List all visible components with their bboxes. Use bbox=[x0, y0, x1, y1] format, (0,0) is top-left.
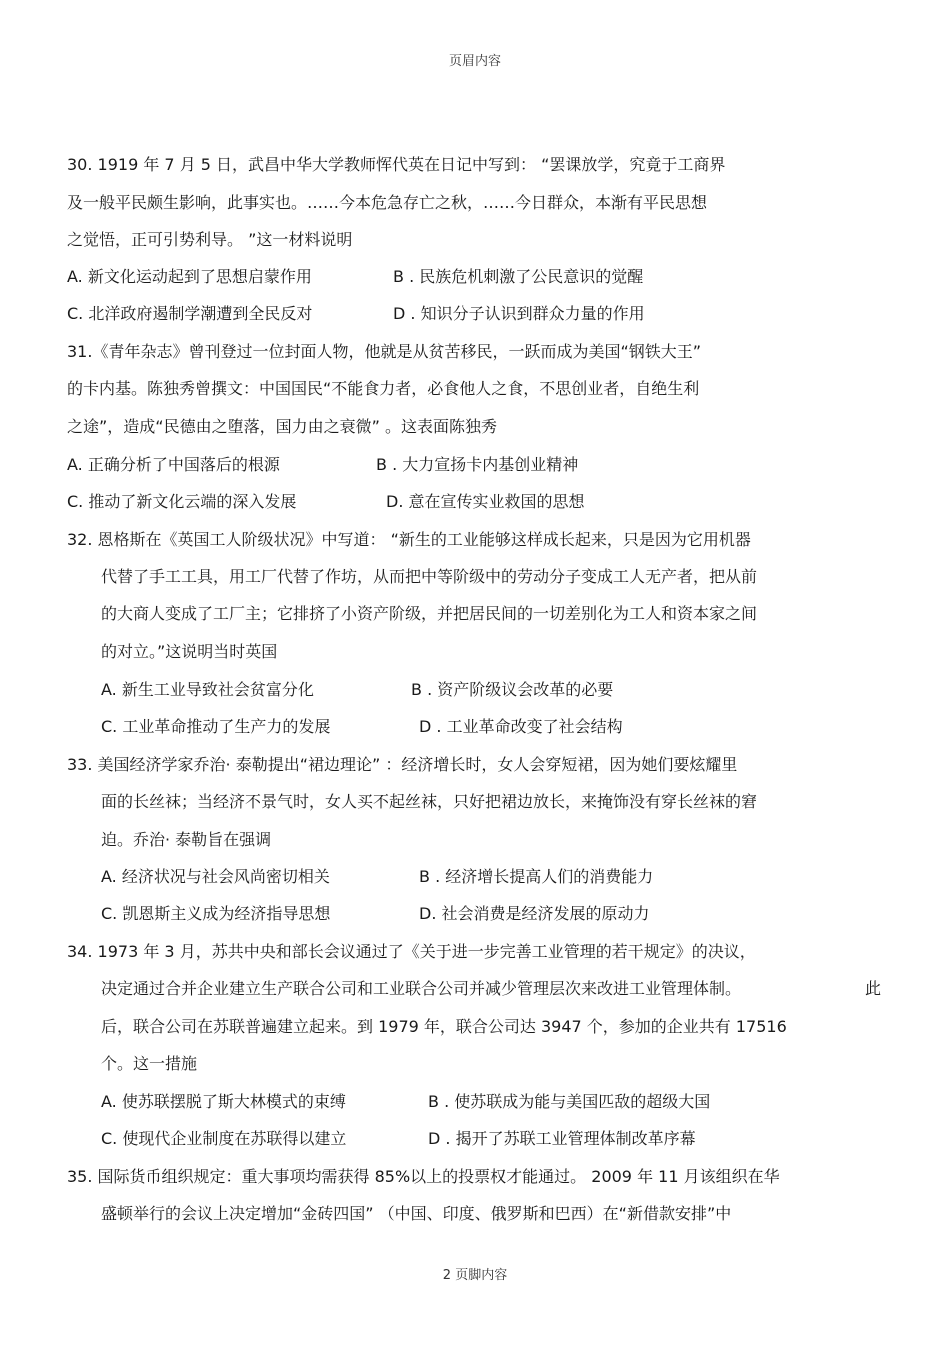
question-31-option-a: A. 正确分析了中国落后的根源 bbox=[67, 455, 280, 474]
question-31-option-c: C. 推动了新文化云端的深入发展 bbox=[67, 492, 297, 511]
question-34-line-2: 决定通过合并企业建立生产联合公司和工业联合公司并减少管理层次来改进工业管理体制。 bbox=[101, 979, 742, 998]
question-30-line-2: 及一般平民颇生影响，此事实也。……今本危急存亡之秋，……今日群众，本渐有平民思想 bbox=[67, 193, 708, 212]
question-31-line-2: 的卡内基。陈独秀曾撰文：中国国民“不能食力者，必食他人之食，不思创业者，自绝生利 bbox=[67, 379, 700, 398]
question-30-line-1: 30. 1919 年 7 月 5 日，武昌中华大学教师恽代英在日记中写到： “罢课放学，究竟于工商界 bbox=[67, 155, 726, 174]
question-31-option-d: D. 意在宣传实业救国的思想 bbox=[386, 492, 585, 511]
question-34-option-b: B . 使苏联成为能与美国匹敌的超级大国 bbox=[428, 1092, 711, 1111]
question-31-option-b: B . 大力宣扬卡内基创业精神 bbox=[376, 455, 579, 474]
question-34-line-4: 个。这一措施 bbox=[101, 1054, 198, 1073]
question-30-line-3: 之觉悟，正可引势利导。 ”这一材料说明 bbox=[67, 230, 353, 249]
question-33-option-b: B . 经济增长提高人们的消费能力 bbox=[419, 867, 654, 886]
question-34-line-3: 后，联合公司在苏联普遍建立起来。到 1979 年，联合公司达 3947 个，参加的企业共有 17516 bbox=[101, 1017, 787, 1036]
question-34-line-1: 34. 1973 年 3 月，苏共中央和部长会议通过了《关于进一步完善工业管理的若干规定》的决议， bbox=[67, 942, 756, 961]
question-33-line-1: 33. 美国经济学家乔治· 泰勒提出“裙边理论” ：经济增长时，女人会穿短裙，因为她们要炫耀里 bbox=[67, 755, 738, 774]
question-32-option-a: A. 新生工业导致社会贫富分化 bbox=[101, 680, 314, 699]
question-30-option-d: D . 知识分子认识到群众力量的作用 bbox=[393, 304, 645, 323]
question-33-option-c: C. 凯恩斯主义成为经济指导思想 bbox=[101, 904, 331, 923]
question-32-option-d: D . 工业革命改变了社会结构 bbox=[419, 717, 623, 736]
question-32-line-3: 的大商人变成了工厂主；它排挤了小资产阶级，并把居民间的一切差别化为工人和资本家之间 bbox=[101, 604, 758, 623]
question-35-line-2: 盛顿举行的会议上决定增加“金砖四国” （中国、印度、俄罗斯和巴西）在“新借款安排”中 bbox=[101, 1204, 732, 1223]
page-footer: 2 页脚内容 bbox=[442, 1268, 508, 1283]
question-30-option-a: A. 新文化运动起到了思想启蒙作用 bbox=[67, 267, 312, 286]
question-32-line-4: 的对立。”这说明当时英国 bbox=[101, 642, 278, 661]
question-32-line-1: 32. 恩格斯在《英国工人阶级状况》中写道： “新生的工业能够这样成长起来，只是因为它用机器 bbox=[67, 530, 751, 549]
question-30-option-b: B . 民族危机刺激了公民意识的觉醒 bbox=[393, 267, 644, 286]
question-32-option-c: C. 工业革命推动了生产力的发展 bbox=[101, 717, 331, 736]
question-30-option-c: C. 北洋政府遏制学潮遭到全民反对 bbox=[67, 304, 313, 323]
page-header: 页眉内容 bbox=[448, 54, 501, 69]
question-32-option-b: B . 资产阶级议会改革的必要 bbox=[411, 680, 614, 699]
question-33-line-2: 面的长丝袜；当经济不景气时，女人买不起丝袜，只好把裙边放长，来掩饰没有穿长丝袜的窘 bbox=[101, 792, 758, 811]
question-34-option-a: A. 使苏联摆脱了斯大林模式的束缚 bbox=[101, 1092, 346, 1111]
question-33-option-a: A. 经济状况与社会风尚密切相关 bbox=[101, 867, 330, 886]
question-34-option-c: C. 使现代企业制度在苏联得以建立 bbox=[101, 1129, 347, 1148]
question-34-option-d: D . 揭开了苏联工业管理体制改革序幕 bbox=[428, 1129, 696, 1148]
question-33-line-3: 迫。乔治· 泰勒旨在强调 bbox=[101, 830, 272, 849]
question-35-line-1: 35. 国际货币组织规定：重大事项均需获得 85%以上的投票权才能通过。 2009 年 11 月该组织在华 bbox=[67, 1167, 780, 1186]
question-31-line-1: 31.《青年杂志》曾刊登过一位封面人物，他就是从贫苦移民，一跃而成为美国“钢铁大王” bbox=[67, 342, 702, 361]
question-31-line-3: 之途”，造成“民德由之堕落，国力由之衰微” 。这表面陈独秀 bbox=[67, 417, 497, 436]
question-33-option-d: D. 社会消费是经济发展的原动力 bbox=[419, 904, 650, 923]
question-34-line-2-tail: 此 bbox=[865, 979, 882, 998]
question-32-line-2: 代替了手工工具，用工厂代替了作坊，从而把中等阶级中的劳动分子变成工人无产者，把从前 bbox=[101, 567, 758, 586]
